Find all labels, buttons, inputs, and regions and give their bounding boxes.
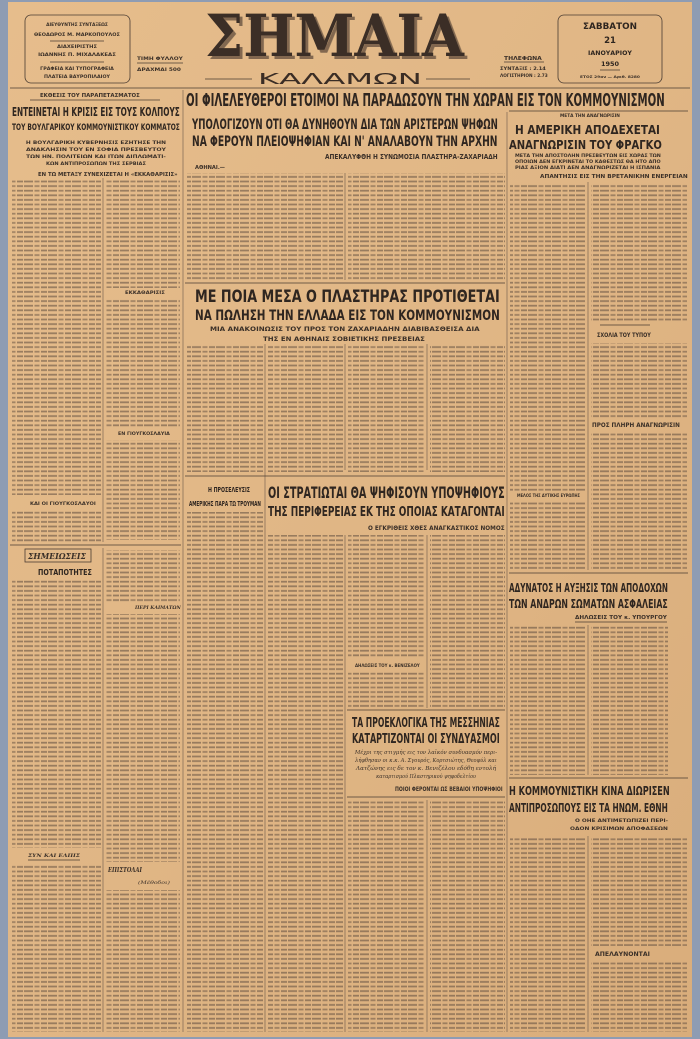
article-body-text (430, 800, 505, 1032)
article-deck: ΜΙΑ ΑΝΑΚΟΙΝΩΣΙΣ ΤΟΥ ΠΡΟΣ ΤΟΝ ΖΑΧΑΡΙΑΔΗΝ ΔΙΑΒΙΒΑΣΘΕΙΣΑ ΔΙΑ (210, 325, 480, 333)
article-deck: ΡΙΑΣ ΑΞΙΟΝ ΔΙΑΤΙ ΔΕΝ ΑΝΑΓΝΩΡΙΖΕΤΑΙ Η ΙΣΠΑΝΙΑ (515, 166, 661, 171)
article-body-text (591, 625, 668, 775)
staff-line: ΔΙΑΧΕΙΡΙΣΤΗΣ (57, 45, 97, 50)
article-kicker: ΜΕΤΑ ΤΗΝ ΑΝΑΓΝΩΡΙΣΙΝ (560, 114, 620, 119)
price-label: ΤΙΜΗ ΦΥΛΛΟΥ (137, 56, 183, 62)
article-body-text (510, 183, 586, 491)
article-body-text (268, 535, 343, 1032)
article-body-text (510, 502, 586, 570)
article-body-text (106, 180, 180, 288)
article-body-text (510, 625, 586, 775)
article-body-text (12, 180, 101, 495)
article-headline: ΤΑ ΠΡΟΕΚΛΟΓΙΚΑ ΤΗΣ ΜΕΣΣΗΝΙΑΣ (352, 714, 500, 731)
article-headline: ΚΑΤΑΡΤΙΖΟΝΤΑΙ ΟΙ ΣΥΝΔΥΑΣΜΟΙ (352, 730, 500, 747)
staff-line: ΓΡΑΦΕΙΑ ΚΑΙ ΤΥΠΟΓΡΑΦΕΙΑ (40, 67, 114, 72)
article-headline: ΟΙ ΣΤΡΑΤΙΩΤΑΙ ΘΑ ΨΗΦΙΣΟΥΝ ΥΠΟΨΗΦΙΟΥΣ (268, 484, 505, 503)
article-body-text (591, 343, 687, 419)
article-deck: ΚΩΝ ΑΝΤΙΠΡΟΣΩΠΩΝ ΤΗΣ ΣΕΡΒΙΑΣ (46, 161, 146, 167)
article-body-text (591, 433, 687, 570)
staff-line: ΔΙΕΥΘΥΝΤΗΣ ΣΥΝΤΑΞΕΩΣ (46, 23, 108, 28)
phone-editorial: ΣΥΝΤΑΞΙΣ : 2.14 (499, 67, 546, 72)
article-deck: λήφθησαν οι κ.κ. Α. Σγουρός, Κορτσιώτης, Θεοφύλ και (355, 757, 497, 765)
article-body-text (187, 512, 263, 1032)
staff-line: ΠΛΑΤΕΙΑ ΒΑΥΡΟΠΙΛΑΙΟΥ (44, 75, 110, 80)
article-deck: Ο ΟΗΕ ΑΝΤΙΜΕΤΩΠΙΖΕΙ ΠΕΡΙ- (575, 818, 669, 824)
article-headline: ΜΕ ΠΟΙΑ ΜΕΣΑ Ο ΠΛΑΣΤΗΡΑΣ ΠΡΟΤΙΘΕΤΑΙ (195, 286, 500, 307)
article-body-text (106, 890, 180, 1032)
date-month: ΙΑΝΟΥΑΡΙΟΥ (588, 50, 632, 57)
section-subheading: (Μέθοδοι) (138, 880, 170, 886)
article-subhead: ΕΝ ΤΩ ΜΕΤΑΞΥ ΣΥΝΕΧΙΖΕΤΑΙ Η «ΕΚΚΑΘΑΡΙΣΙΣ» (38, 171, 178, 179)
date-weekday: ΣΑΒΒΑΤΟΝ (583, 22, 637, 32)
staff-line: ΘΕΟΔΩΡΟΣ Μ. ΜΑΡΚΟΠΟΥΛΟΣ (34, 33, 120, 38)
section-heading: ΕΝ ΓΙΟΥΓΚΟΣΛΑΥΙΑ (118, 432, 170, 437)
article-kicker: Ο ΕΓΚΡΙΘΕΙΣ ΧΘΕΣ ΑΝΑΓΚΑΣΤΙΚΟΣ ΝΟΜΟΣ (368, 525, 505, 533)
article-headline: Η ΚΟΜΜΟΥΝΙΣΤΙΚΗ ΚΙΝΑ ΔΙΩΡΙΣΕΝ (508, 784, 670, 799)
article-headline: ΑΔΥΝΑΤΟΣ Η ΑΥΞΗΣΙΣ ΤΩΝ ΑΠΟΔΟΧΩΝ (508, 582, 668, 596)
staff-line: ΙΩΑΝΝΗΣ Π. ΜΙΧΑΛΑΚΕΑΣ (38, 52, 116, 58)
lead-banner-headline: ΟΙ ΦΙΛΕΛΕΥΘΕΡΟΙ ΕΤΟΙΜΟΙ ΝΑ ΠΑΡΑΔΩΣΟΥΝ ΤΗΝ ΧΩΡΑΝ ΕΙΣ ΤΟΝ ΚΟΜΜΟΥΝΙΣΜΟΝ (186, 89, 665, 111)
article-body-text (591, 962, 687, 1032)
lead-subheadline: ΝΑ ΦΕΡΟΥΝ ΠΛΕΙΟΨΗΦΙΑΝ ΚΑΙ Ν' ΑΝΑΛΑΒΟΥΝ ΤΗΝ ΑΡΧΗΝ (192, 133, 498, 150)
newspaper-subtitle: ΚΑΛΑΜΩΝ (258, 70, 422, 88)
article-subhead: ΠΟΙΟΙ ΦΕΡΟΝΤΑΙ ΩΣ ΒΕΒΑΙΟΙ ΥΠΟΨΗΦΙΟΙ (395, 786, 503, 794)
article-headline: Η ΑΜΕΡΙΚΗ ΑΠΟΔΕΧΕΤΑΙ (515, 123, 660, 138)
article-deck: ΟΠΟΙΩΝ ΔΕΝ ΕΓΚΡΙΝΕΤΑΙ ΤΟ ΚΑΘΕΣΤΩΣ ΘΑ ΗΤΟ ΑΠΟ (515, 160, 661, 165)
section-heading: ΔΗΛΩΣΕΙΣ ΤΟΥ κ. ΒΕΝΙΖΕΛΟΥ (355, 662, 420, 669)
lead-subheadline: ΥΠΟΛΟΓΙΖΟΥΝ ΟΤΙ ΘΑ ΔΥΝΗΘΟΥΝ ΔΙΑ ΤΩΝ ΑΡΙΣΤΕΡΩΝ ΨΗΦΩΝ (192, 115, 498, 133)
article-deck: ΤΗΣ ΕΝ ΑΘΗΝΑΙΣ ΣΟΒΙΕΤΙΚΗΣ ΠΡΕΣΒΕΙΑΣ (263, 335, 425, 343)
notes-headline: ΠΟΤΑΠΟΤΗΤΕΣ (38, 567, 92, 578)
section-heading: ΣΥΝ ΚΑΙ ΕΛΠΙΣ (28, 853, 80, 859)
article-body-text (348, 173, 505, 280)
article-deck: Η ΒΟΥΛΓΑΡΙΚΗ ΚΥΒΕΡΝΗΣΙΣ ΕΖΗΤΗΣΕ ΤΗΝ (25, 140, 167, 146)
article-headline: Η ΠΡΟΣΕΛΕΥΣΙΣ (208, 486, 250, 495)
article-deck: ΑΝΑΚΛΗΣΙΝ ΤΟΥ ΕΝ ΣΟΦΙΑ ΠΡΕΣΒΕΥΤΟΥ (25, 147, 167, 153)
article-body-text (12, 864, 101, 1032)
article-deck: ΟΔΟΝ ΚΡΙΣΙΜΩΝ ΑΠΟΦΑΣΕΩΝ (570, 826, 668, 832)
article-headline: ΤΩΝ ΑΝΔΡΩΝ ΣΩΜΑΤΩΝ ΑΣΦΑΛΕΙΑΣ (509, 598, 668, 612)
section-heading: ΠΕΡΙ ΚΑΙΜΑΤΩΝ (135, 604, 181, 612)
article-deck: ΜΕΤΑ ΤΗΝ ΑΠΟΣΤΟΛΗΝ ΠΡΕΣΒΕΥΤΩΝ ΕΙΣ ΧΩΡΑΣ ΤΩΝ (515, 154, 661, 159)
article-body-text (12, 510, 101, 542)
section-heading: ΕΠΙΣΤΟΛΑΙ (108, 867, 142, 875)
article-body-text (348, 344, 425, 472)
article-kicker: ΕΚΘΕΣΙΣ ΤΟΥ ΠΑΡΑΠΕΤΑΣΜΑΤΟΣ (39, 92, 140, 100)
section-heading: ΕΚΚΑΘΑΡΙΣΙΣ (124, 290, 165, 296)
article-body-text (430, 535, 505, 708)
article-headline: ΝΑ ΠΩΛΗΣΗ ΤΗΝ ΕΛΛΑΔΑ ΕΙΣ ΤΟΝ ΚΟΜΜΟΥΝΙΣΜΟΝ (195, 307, 500, 324)
article-body-text (106, 440, 180, 540)
article-body-text (591, 183, 687, 321)
article-body-text (12, 580, 101, 848)
phone-accounting: ΛΟΓΙΣΤΗΡΙΟΝ : 2.73 (500, 73, 548, 78)
article-headline: ΑΜΕΡΙΚΗΣ ΠΑΡΑ ΤΩ ΤΡΟΥΜΑΝ (189, 501, 261, 509)
lead-kicker: ΑΠΕΚΑΛΥΦΘΗ Η ΣΥΝΩΜΟΣΙΑ ΠΛΑΣΤΗΡΑ-ΖΑΧΑΡΙΑΔΗ (325, 152, 498, 162)
section-heading: ΣΧΟΛΙΑ ΤΟΥ ΤΥΠΟΥ (597, 332, 651, 340)
article-body-text (348, 800, 425, 1032)
article-body-text (106, 614, 180, 862)
article-body-text (348, 535, 425, 657)
article-body-text (510, 836, 586, 1032)
article-headline: ΑΝΤΙΠΡΟΣΩΠΟΥΣ ΕΙΣ ΤΑ ΗΝΩΜ. ΕΘΝΗ (509, 802, 668, 816)
section-heading: ΚΑΙ ΟΙ ΓΙΟΥΓΚΟΣΛΑΥΟΙ (29, 502, 96, 507)
article-subhead: ΑΠΑΝΤΗΣΙΣ ΕΙΣ ΤΗΝ ΒΡΕΤΑΝΙΚΗΝ ΕΝΕΡΓΕΙΑΝ (540, 174, 688, 180)
article-headline: ΤΗΣ ΠΕΡΙΦΕΡΕΙΑΣ ΕΚ ΤΗΣ ΟΠΟΙΑΣ ΚΑΤΑΓΟΝΤΑΙ (268, 504, 505, 520)
date-year: 1950 (600, 60, 620, 68)
section-heading: ΑΠΕΛΑΥΝΟΝΤΑΙ (595, 951, 650, 958)
article-deck: Μέχρι της στιγμής εις τον λαϊκόν συνδυασμόν περι- (354, 750, 498, 756)
phones-label: ΤΗΛΕΦΩΝΑ (504, 56, 542, 62)
issue-number: ΕΤΟΣ 29ον — Αριθ. 8280 (580, 74, 640, 79)
article-body-text (106, 298, 180, 428)
article-subhead: ΔΗΛΩΣΕΙΣ ΤΟΥ κ. ΥΠΟΥΡΓΟΥ (575, 615, 667, 621)
notes-label: ΣΗΜΕΙΩΣΕΙΣ (28, 551, 86, 562)
article-body-text (348, 672, 425, 708)
newspaper-title: ΣΗΜΑΙΑ (205, 2, 464, 71)
price-value: ΔΡΑΧΜΑΙ 500 (137, 67, 181, 73)
section-heading: ΠΡΟΣ ΠΛΗΡΗ ΑΝΑΓΝΩΡΙΣΙΝ (592, 422, 680, 430)
article-deck: καταρτισμού Πλαστηρικού ψηφοδελτίου (376, 773, 476, 781)
article-headline: ΑΝΑΓΝΩΡΙΣΙΝ ΤΟΥ ΦΡΑΓΚΟ (509, 138, 662, 153)
article-body-text (268, 344, 343, 472)
article-body-text (106, 550, 180, 602)
section-heading: ΜΕΛΟΣ ΤΗΣ ΔΥΤΙΚΗΣ ΕΥΡΩΠΗΣ (517, 492, 580, 499)
article-deck: ΤΩΝ ΗΝ. ΠΟΛΙΤΕΙΩΝ ΚΑΙ ΙΤΩΝ ΔΙΠΛΩΜΑΤΙ- (26, 154, 166, 160)
article-body-text (430, 344, 505, 472)
article-headline: ΕΝΤΕΙΝΕΤΑΙ Η ΚΡΙΣΙΣ ΕΙΣ ΤΟΥΣ ΚΟΛΠΟΥΣ (12, 106, 180, 120)
date-day: 21 (604, 36, 616, 46)
article-headline: ΤΟΥ ΒΟΥΛΓΑΡΙΚΟΥ ΚΟΜΜΟΥΝΙΣΤΙΚΟΥ ΚΟΜΜΑΤΟΣ (12, 121, 180, 133)
article-body-text (187, 344, 263, 472)
lead-dateline: ΑΘΗΝΑΙ.— (195, 165, 225, 171)
article-body-text (591, 836, 687, 946)
article-deck: Λατζώνης εις δε τον κ. Βενιζέλου εδόθη εντολή (355, 766, 497, 772)
article-body-text (187, 173, 343, 280)
